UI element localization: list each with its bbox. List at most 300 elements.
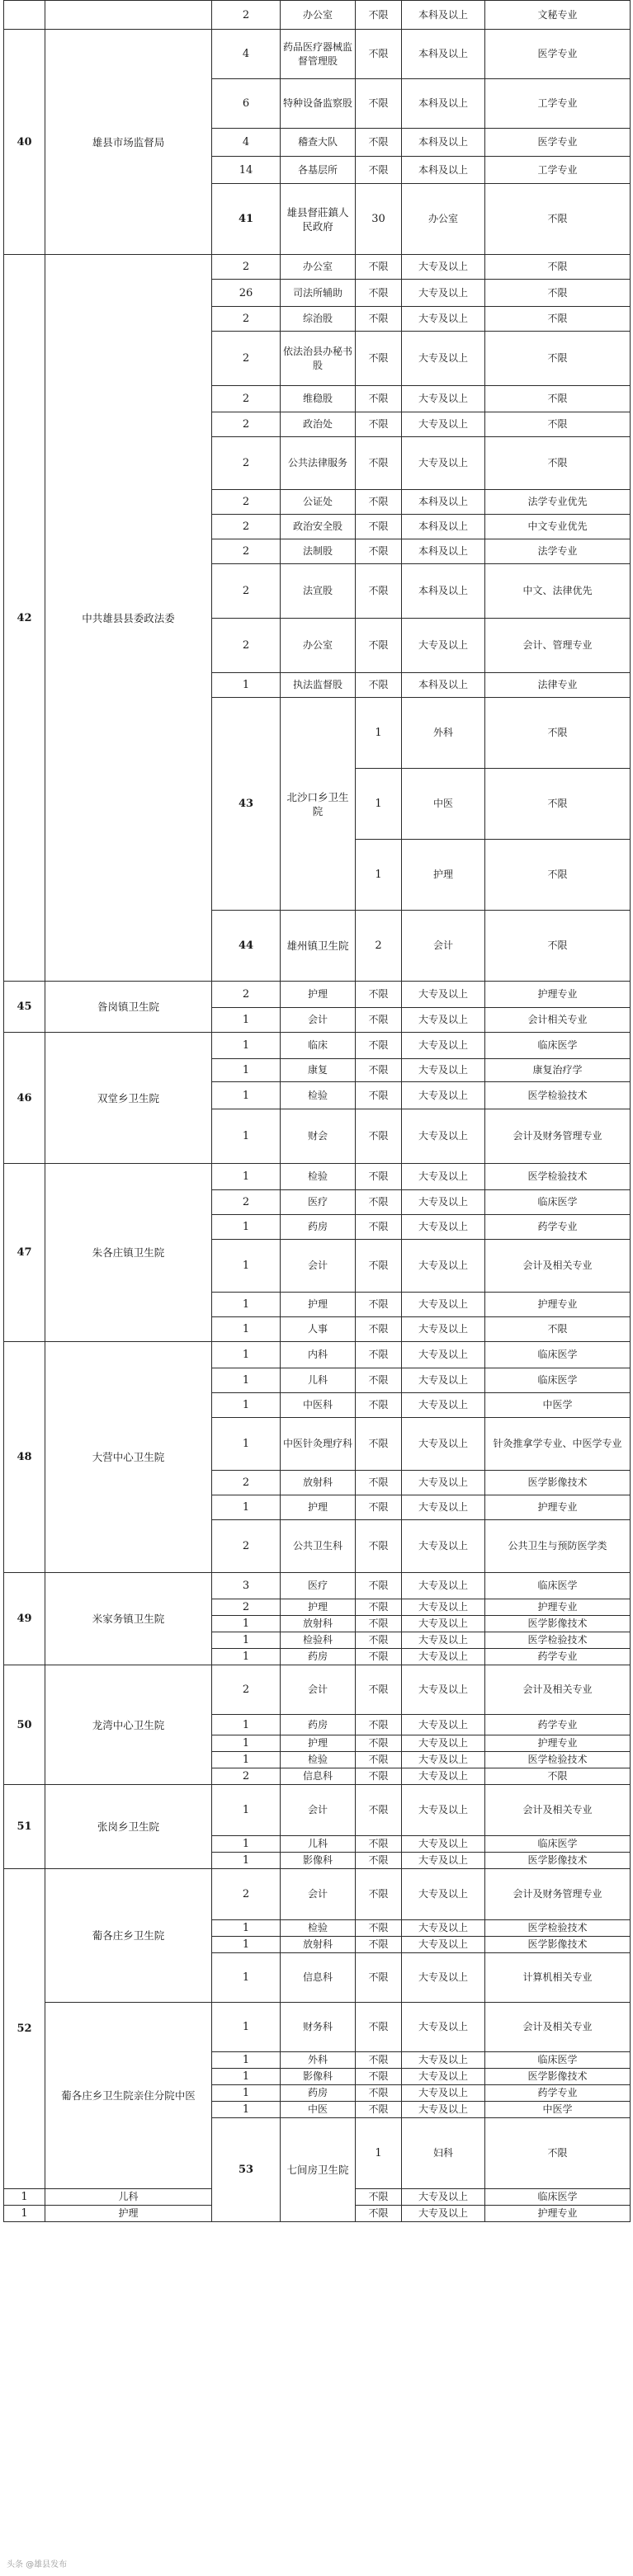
major-cell: 会计、管理专业	[485, 619, 631, 673]
age-cell: 不限	[356, 1649, 402, 1665]
recruitment-table	[3, 0, 631, 2222]
position-cell: 政治安全股	[281, 515, 356, 539]
age-cell: 不限	[356, 255, 402, 280]
education-cell: 大专及以上	[402, 1869, 485, 1920]
education-cell: 大专及以上	[402, 2102, 485, 2118]
education-cell: 大专及以上	[402, 1735, 485, 1752]
age-cell: 不限	[356, 2003, 402, 2052]
position-cell: 儿科	[45, 2189, 212, 2206]
position-cell: 外科	[402, 698, 485, 769]
major-cell: 医学检验技术	[485, 1752, 631, 1768]
headcount-cell: 2	[212, 437, 281, 490]
headcount-cell: 1	[212, 1616, 281, 1632]
position-cell: 依法治县办秘书股	[281, 332, 356, 386]
headcount-cell: 30	[356, 184, 402, 255]
age-cell: 不限	[356, 332, 402, 386]
position-cell: 人事	[281, 1317, 356, 1342]
major-cell: 药学专业	[485, 1649, 631, 1665]
position-cell: 内科	[281, 1342, 356, 1368]
position-cell: 公证处	[281, 490, 356, 515]
age-cell: 不限	[356, 157, 402, 184]
group-number-cell: 45	[4, 982, 45, 1033]
position-cell: 信息科	[281, 1953, 356, 2003]
major-cell: 护理专业	[485, 1735, 631, 1752]
position-cell: 药房	[281, 2085, 356, 2102]
position-cell: 会计	[281, 1008, 356, 1033]
major-cell: 不限	[485, 412, 631, 437]
position-cell: 中医科	[281, 1393, 356, 1418]
education-cell: 大专及以上	[402, 1768, 485, 1785]
education-cell: 大专及以上	[402, 1215, 485, 1240]
age-cell: 不限	[356, 1495, 402, 1520]
headcount-cell: 1	[212, 1059, 281, 1082]
education-cell: 大专及以上	[402, 1082, 485, 1109]
position-cell: 检验	[281, 1164, 356, 1190]
major-cell: 会计及相关专业	[485, 1785, 631, 1836]
unit-name-cell: 雄县市场监督局	[45, 30, 212, 255]
major-cell: 不限	[485, 1768, 631, 1785]
position-cell: 护理	[281, 982, 356, 1008]
education-cell: 大专及以上	[402, 2069, 485, 2085]
position-cell: 检验	[281, 1082, 356, 1109]
headcount-cell: 1	[212, 1317, 281, 1342]
education-cell: 大专及以上	[402, 2206, 485, 2222]
major-cell: 临床医学	[485, 2052, 631, 2069]
unit-name-cell: 葡各庄乡卫生院	[45, 1869, 212, 2003]
age-cell: 不限	[356, 386, 402, 412]
headcount-cell: 1	[212, 1785, 281, 1836]
position-cell: 办公室	[402, 184, 485, 255]
education-cell: 本科及以上	[402, 539, 485, 564]
headcount-cell: 1	[212, 1836, 281, 1853]
headcount-cell: 1	[356, 769, 402, 840]
headcount-cell: 1	[212, 1632, 281, 1649]
position-cell: 维稳股	[281, 386, 356, 412]
unit-name-cell: 七间房卫生院	[281, 2118, 356, 2222]
education-cell: 大专及以上	[402, 1520, 485, 1573]
age-cell: 不限	[356, 1215, 402, 1240]
headcount-cell: 1	[212, 1735, 281, 1752]
age-cell: 不限	[356, 1869, 402, 1920]
age-cell: 不限	[356, 1836, 402, 1853]
position-cell: 儿科	[281, 1836, 356, 1853]
age-cell: 不限	[356, 1342, 402, 1368]
group-number-cell: 44	[212, 911, 281, 982]
education-cell: 大专及以上	[402, 1059, 485, 1082]
age-cell: 不限	[356, 307, 402, 332]
major-cell: 针灸推拿学专业、中医学专业	[485, 1418, 631, 1471]
headcount-cell: 2	[212, 386, 281, 412]
headcount-cell: 1	[212, 1418, 281, 1471]
headcount-cell: 1	[212, 1215, 281, 1240]
education-cell: 大专及以上	[402, 1573, 485, 1599]
table-row	[4, 1342, 631, 1368]
education-cell: 大专及以上	[402, 1836, 485, 1853]
age-cell: 不限	[356, 1920, 402, 1937]
group-number-cell: 42	[4, 255, 45, 982]
headcount-cell: 2	[212, 1471, 281, 1495]
position-cell: 财务科	[281, 2003, 356, 2052]
headcount-cell: 2	[212, 564, 281, 619]
position-cell: 临床	[281, 1033, 356, 1059]
headcount-cell: 2	[212, 1599, 281, 1616]
age-cell: 不限	[356, 1520, 402, 1573]
major-cell: 法律专业	[485, 673, 631, 698]
major-cell: 临床医学	[485, 1033, 631, 1059]
headcount-cell: 1	[356, 840, 402, 911]
major-cell: 不限	[485, 386, 631, 412]
major-cell: 药学专业	[485, 1215, 631, 1240]
age-cell: 不限	[356, 1632, 402, 1649]
headcount-cell: 6	[212, 79, 281, 129]
education-cell: 大专及以上	[402, 1317, 485, 1342]
headcount-cell: 1	[212, 673, 281, 698]
education-cell: 大专及以上	[402, 1853, 485, 1869]
age-cell: 不限	[356, 1368, 402, 1393]
education-cell: 大专及以上	[402, 1632, 485, 1649]
education-cell: 大专及以上	[402, 1393, 485, 1418]
major-cell: 医学检验技术	[485, 1164, 631, 1190]
major-cell: 护理专业	[485, 1293, 631, 1317]
major-cell: 会计及财务管理专业	[485, 1869, 631, 1920]
table-row	[4, 1573, 631, 1599]
major-cell: 药学专业	[485, 1715, 631, 1735]
headcount-cell: 2	[212, 1869, 281, 1920]
education-cell: 本科及以上	[402, 673, 485, 698]
major-cell: 医学影像技术	[485, 1616, 631, 1632]
unit-name-cell: 北沙口乡卫生院	[281, 698, 356, 911]
education-cell: 本科及以上	[402, 129, 485, 157]
headcount-cell: 1	[212, 1953, 281, 2003]
major-cell: 护理专业	[485, 982, 631, 1008]
education-cell: 大专及以上	[402, 1495, 485, 1520]
position-cell: 会计	[281, 1869, 356, 1920]
age-cell: 不限	[356, 1752, 402, 1768]
age-cell: 不限	[356, 1768, 402, 1785]
major-cell: 中医学	[485, 1393, 631, 1418]
headcount-cell: 1	[356, 2118, 402, 2189]
table-body	[4, 1, 631, 2222]
headcount-cell: 1	[212, 1853, 281, 1869]
group-number-cell: 51	[4, 1785, 45, 1869]
education-cell: 大专及以上	[402, 1164, 485, 1190]
position-cell: 护理	[402, 840, 485, 911]
age-cell: 不限	[485, 911, 631, 982]
headcount-cell: 1	[4, 2189, 45, 2206]
position-cell: 药品医疗器械监督管理股	[281, 30, 356, 79]
position-cell: 综治股	[281, 307, 356, 332]
position-cell: 公共卫生科	[281, 1520, 356, 1573]
position-cell: 政治处	[281, 412, 356, 437]
major-cell: 会计及相关专业	[485, 1240, 631, 1293]
education-cell: 大专及以上	[402, 1616, 485, 1632]
age-cell: 不限	[356, 2206, 402, 2222]
major-cell: 不限	[485, 437, 631, 490]
education-cell: 大专及以上	[402, 1599, 485, 1616]
group-number-cell: 53	[212, 2118, 281, 2222]
major-cell: 会计及财务管理专业	[485, 1109, 631, 1164]
unit-name-cell: 葡各庄乡卫生院亲住分院中医	[45, 2003, 212, 2189]
position-cell: 中医	[281, 2102, 356, 2118]
headcount-cell: 1	[212, 1393, 281, 1418]
headcount-cell: 1	[212, 2003, 281, 2052]
age-cell: 不限	[356, 2069, 402, 2085]
age-cell: 不限	[485, 2118, 631, 2189]
group-number-cell: 40	[4, 30, 45, 255]
position-cell: 医疗	[281, 1190, 356, 1215]
age-cell: 不限	[356, 2189, 402, 2206]
major-cell: 临床医学	[485, 1573, 631, 1599]
position-cell: 执法监督股	[281, 673, 356, 698]
education-cell: 大专及以上	[402, 1953, 485, 2003]
education-cell: 大专及以上	[402, 1240, 485, 1293]
major-cell: 药学专业	[485, 2085, 631, 2102]
education-cell: 本科及以上	[402, 1, 485, 30]
position-cell: 中医针灸理疗科	[281, 1418, 356, 1471]
table-row	[4, 30, 631, 79]
education-cell: 大专及以上	[402, 1471, 485, 1495]
age-cell: 不限	[485, 184, 631, 255]
headcount-cell: 1	[212, 1752, 281, 1768]
position-cell: 会计	[402, 911, 485, 982]
position-cell: 检验科	[281, 1632, 356, 1649]
position-cell: 信息科	[281, 1768, 356, 1785]
position-cell: 药房	[281, 1649, 356, 1665]
major-cell: 临床医学	[485, 1190, 631, 1215]
headcount-cell: 2	[212, 515, 281, 539]
unit-name-cell: 龙湾中心卫生院	[45, 1665, 212, 1785]
education-cell: 大专及以上	[402, 619, 485, 673]
position-cell: 护理	[281, 1293, 356, 1317]
education-cell: 大专及以上	[402, 1920, 485, 1937]
education-cell: 大专及以上	[402, 1190, 485, 1215]
age-cell: 不限	[356, 79, 402, 129]
headcount-cell: 1	[212, 1082, 281, 1109]
age-cell: 不限	[356, 1735, 402, 1752]
unit-name-cell: 双堂乡卫生院	[45, 1033, 212, 1164]
position-cell: 放射科	[281, 1471, 356, 1495]
education-cell: 大专及以上	[402, 412, 485, 437]
education-cell: 本科及以上	[402, 490, 485, 515]
headcount-cell: 2	[212, 1520, 281, 1573]
major-cell: 不限	[485, 255, 631, 280]
table-row	[4, 1033, 631, 1059]
major-cell: 临床医学	[485, 2189, 631, 2206]
education-cell: 大专及以上	[402, 332, 485, 386]
age-cell: 不限	[356, 1937, 402, 1953]
age-cell: 不限	[356, 1164, 402, 1190]
major-cell: 护理专业	[485, 1495, 631, 1520]
table-row	[4, 1164, 631, 1190]
age-cell: 不限	[356, 1240, 402, 1293]
age-cell: 不限	[356, 1599, 402, 1616]
age-cell: 不限	[356, 1293, 402, 1317]
headcount-cell: 4	[212, 30, 281, 79]
major-cell: 不限	[485, 307, 631, 332]
age-cell: 不限	[356, 280, 402, 307]
age-cell: 不限	[356, 1573, 402, 1599]
major-cell: 中文、法律优先	[485, 564, 631, 619]
table-row	[4, 1665, 631, 1715]
unit-name-cell: 米家务镇卫生院	[45, 1573, 212, 1665]
unit-name-cell: 雄州镇卫生院	[281, 911, 356, 982]
age-cell: 不限	[356, 982, 402, 1008]
major-cell: 医学影像技术	[485, 1937, 631, 1953]
table-row	[4, 1869, 631, 1920]
age-cell: 不限	[356, 1082, 402, 1109]
major-cell: 计算机相关专业	[485, 1953, 631, 2003]
group-number-cell: 50	[4, 1665, 45, 1785]
age-cell: 不限	[356, 30, 402, 79]
age-cell: 不限	[485, 769, 631, 840]
major-cell: 法学专业	[485, 539, 631, 564]
major-cell: 不限	[485, 1317, 631, 1342]
headcount-cell: 1	[212, 2069, 281, 2085]
watermark-text: 头条 @雄县发布	[7, 2560, 68, 2569]
unit-name-cell: 雄县督莊鎮人民政府	[281, 184, 356, 255]
age-cell: 不限	[356, 1715, 402, 1735]
headcount-cell: 2	[212, 1190, 281, 1215]
position-cell: 特种设备监察股	[281, 79, 356, 129]
major-cell: 护理专业	[485, 2206, 631, 2222]
education-cell: 大专及以上	[402, 280, 485, 307]
education-cell: 本科及以上	[402, 515, 485, 539]
headcount-cell: 1	[212, 1293, 281, 1317]
headcount-cell: 26	[212, 280, 281, 307]
group-number-cell: 47	[4, 1164, 45, 1342]
position-cell: 办公室	[281, 255, 356, 280]
headcount-cell: 2	[212, 539, 281, 564]
headcount-cell: 1	[212, 2052, 281, 2069]
education-cell: 大专及以上	[402, 1785, 485, 1836]
major-cell: 中医学	[485, 2102, 631, 2118]
headcount-cell: 1	[212, 1920, 281, 1937]
position-cell: 会计	[281, 1785, 356, 1836]
position-cell: 办公室	[281, 1, 356, 30]
education-cell: 本科及以上	[402, 564, 485, 619]
age-cell: 不限	[356, 490, 402, 515]
major-cell: 护理专业	[485, 1599, 631, 1616]
education-cell: 大专及以上	[402, 1937, 485, 1953]
age-cell: 不限	[356, 1317, 402, 1342]
table-row	[4, 255, 631, 280]
age-cell: 不限	[356, 1190, 402, 1215]
headcount-cell: 1	[4, 2206, 45, 2222]
education-cell: 大专及以上	[402, 386, 485, 412]
position-cell: 稽查大队	[281, 129, 356, 157]
headcount-cell: 1	[212, 1008, 281, 1033]
major-cell: 医学影像技术	[485, 2069, 631, 2085]
group-number-cell	[4, 1, 45, 30]
table-row	[4, 1785, 631, 1836]
position-cell: 法宣股	[281, 564, 356, 619]
headcount-cell: 1	[356, 698, 402, 769]
age-cell: 不限	[485, 840, 631, 911]
unit-name-cell	[45, 1, 212, 30]
age-cell: 不限	[356, 619, 402, 673]
headcount-cell: 1	[212, 1368, 281, 1393]
headcount-cell: 2	[212, 490, 281, 515]
position-cell: 妇科	[402, 2118, 485, 2189]
education-cell: 大专及以上	[402, 2052, 485, 2069]
education-cell: 大专及以上	[402, 2085, 485, 2102]
age-cell: 不限	[356, 1109, 402, 1164]
age-cell: 不限	[356, 1953, 402, 2003]
position-cell: 办公室	[281, 619, 356, 673]
headcount-cell: 1	[212, 1164, 281, 1190]
age-cell: 不限	[356, 1616, 402, 1632]
education-cell: 本科及以上	[402, 30, 485, 79]
headcount-cell: 1	[212, 1342, 281, 1368]
education-cell: 大专及以上	[402, 1008, 485, 1033]
table-row	[4, 2003, 631, 2052]
unit-name-cell: 大营中心卫生院	[45, 1342, 212, 1573]
education-cell: 大专及以上	[402, 982, 485, 1008]
position-cell: 中医	[402, 769, 485, 840]
education-cell: 大专及以上	[402, 1665, 485, 1715]
headcount-cell: 2	[212, 1768, 281, 1785]
position-cell: 康复	[281, 1059, 356, 1082]
age-cell: 不限	[356, 564, 402, 619]
major-cell: 临床医学	[485, 1342, 631, 1368]
headcount-cell: 1	[212, 1937, 281, 1953]
headcount-cell: 1	[212, 1109, 281, 1164]
education-cell: 大专及以上	[402, 307, 485, 332]
age-cell: 不限	[356, 1785, 402, 1836]
table-row	[4, 1, 631, 30]
headcount-cell: 3	[212, 1573, 281, 1599]
education-cell: 大专及以上	[402, 1368, 485, 1393]
group-number-cell: 49	[4, 1573, 45, 1665]
position-cell: 外科	[281, 2052, 356, 2069]
major-cell: 不限	[485, 332, 631, 386]
major-cell: 会计相关专业	[485, 1008, 631, 1033]
major-cell: 康复治疗学	[485, 1059, 631, 1082]
position-cell: 法制股	[281, 539, 356, 564]
headcount-cell: 1	[212, 1495, 281, 1520]
headcount-cell: 2	[212, 1665, 281, 1715]
major-cell: 法学专业优先	[485, 490, 631, 515]
education-cell: 大专及以上	[402, 1293, 485, 1317]
age-cell: 不限	[356, 1665, 402, 1715]
headcount-cell: 2	[212, 412, 281, 437]
position-cell: 护理	[45, 2206, 212, 2222]
major-cell: 医学影像技术	[485, 1471, 631, 1495]
education-cell: 本科及以上	[402, 79, 485, 129]
major-cell: 会计及相关专业	[485, 2003, 631, 2052]
education-cell: 大专及以上	[402, 437, 485, 490]
education-cell: 大专及以上	[402, 1033, 485, 1059]
education-cell: 大专及以上	[402, 1649, 485, 1665]
major-cell: 中文专业优先	[485, 515, 631, 539]
position-cell: 影像科	[281, 2069, 356, 2085]
major-cell: 医学检验技术	[485, 1632, 631, 1649]
position-cell: 各基层所	[281, 157, 356, 184]
position-cell: 放射科	[281, 1616, 356, 1632]
headcount-cell: 1	[212, 2102, 281, 2118]
position-cell: 放射科	[281, 1937, 356, 1953]
position-cell: 药房	[281, 1715, 356, 1735]
education-cell: 大专及以上	[402, 1715, 485, 1735]
unit-name-cell: 张岗乡卫生院	[45, 1785, 212, 1869]
age-cell: 不限	[356, 1853, 402, 1869]
group-number-cell: 52	[4, 1869, 45, 2189]
major-cell: 医学专业	[485, 30, 631, 79]
unit-name-cell: 昝岗镇卫生院	[45, 982, 212, 1033]
major-cell: 临床医学	[485, 1836, 631, 1853]
position-cell: 会计	[281, 1665, 356, 1715]
major-cell: 工学专业	[485, 157, 631, 184]
